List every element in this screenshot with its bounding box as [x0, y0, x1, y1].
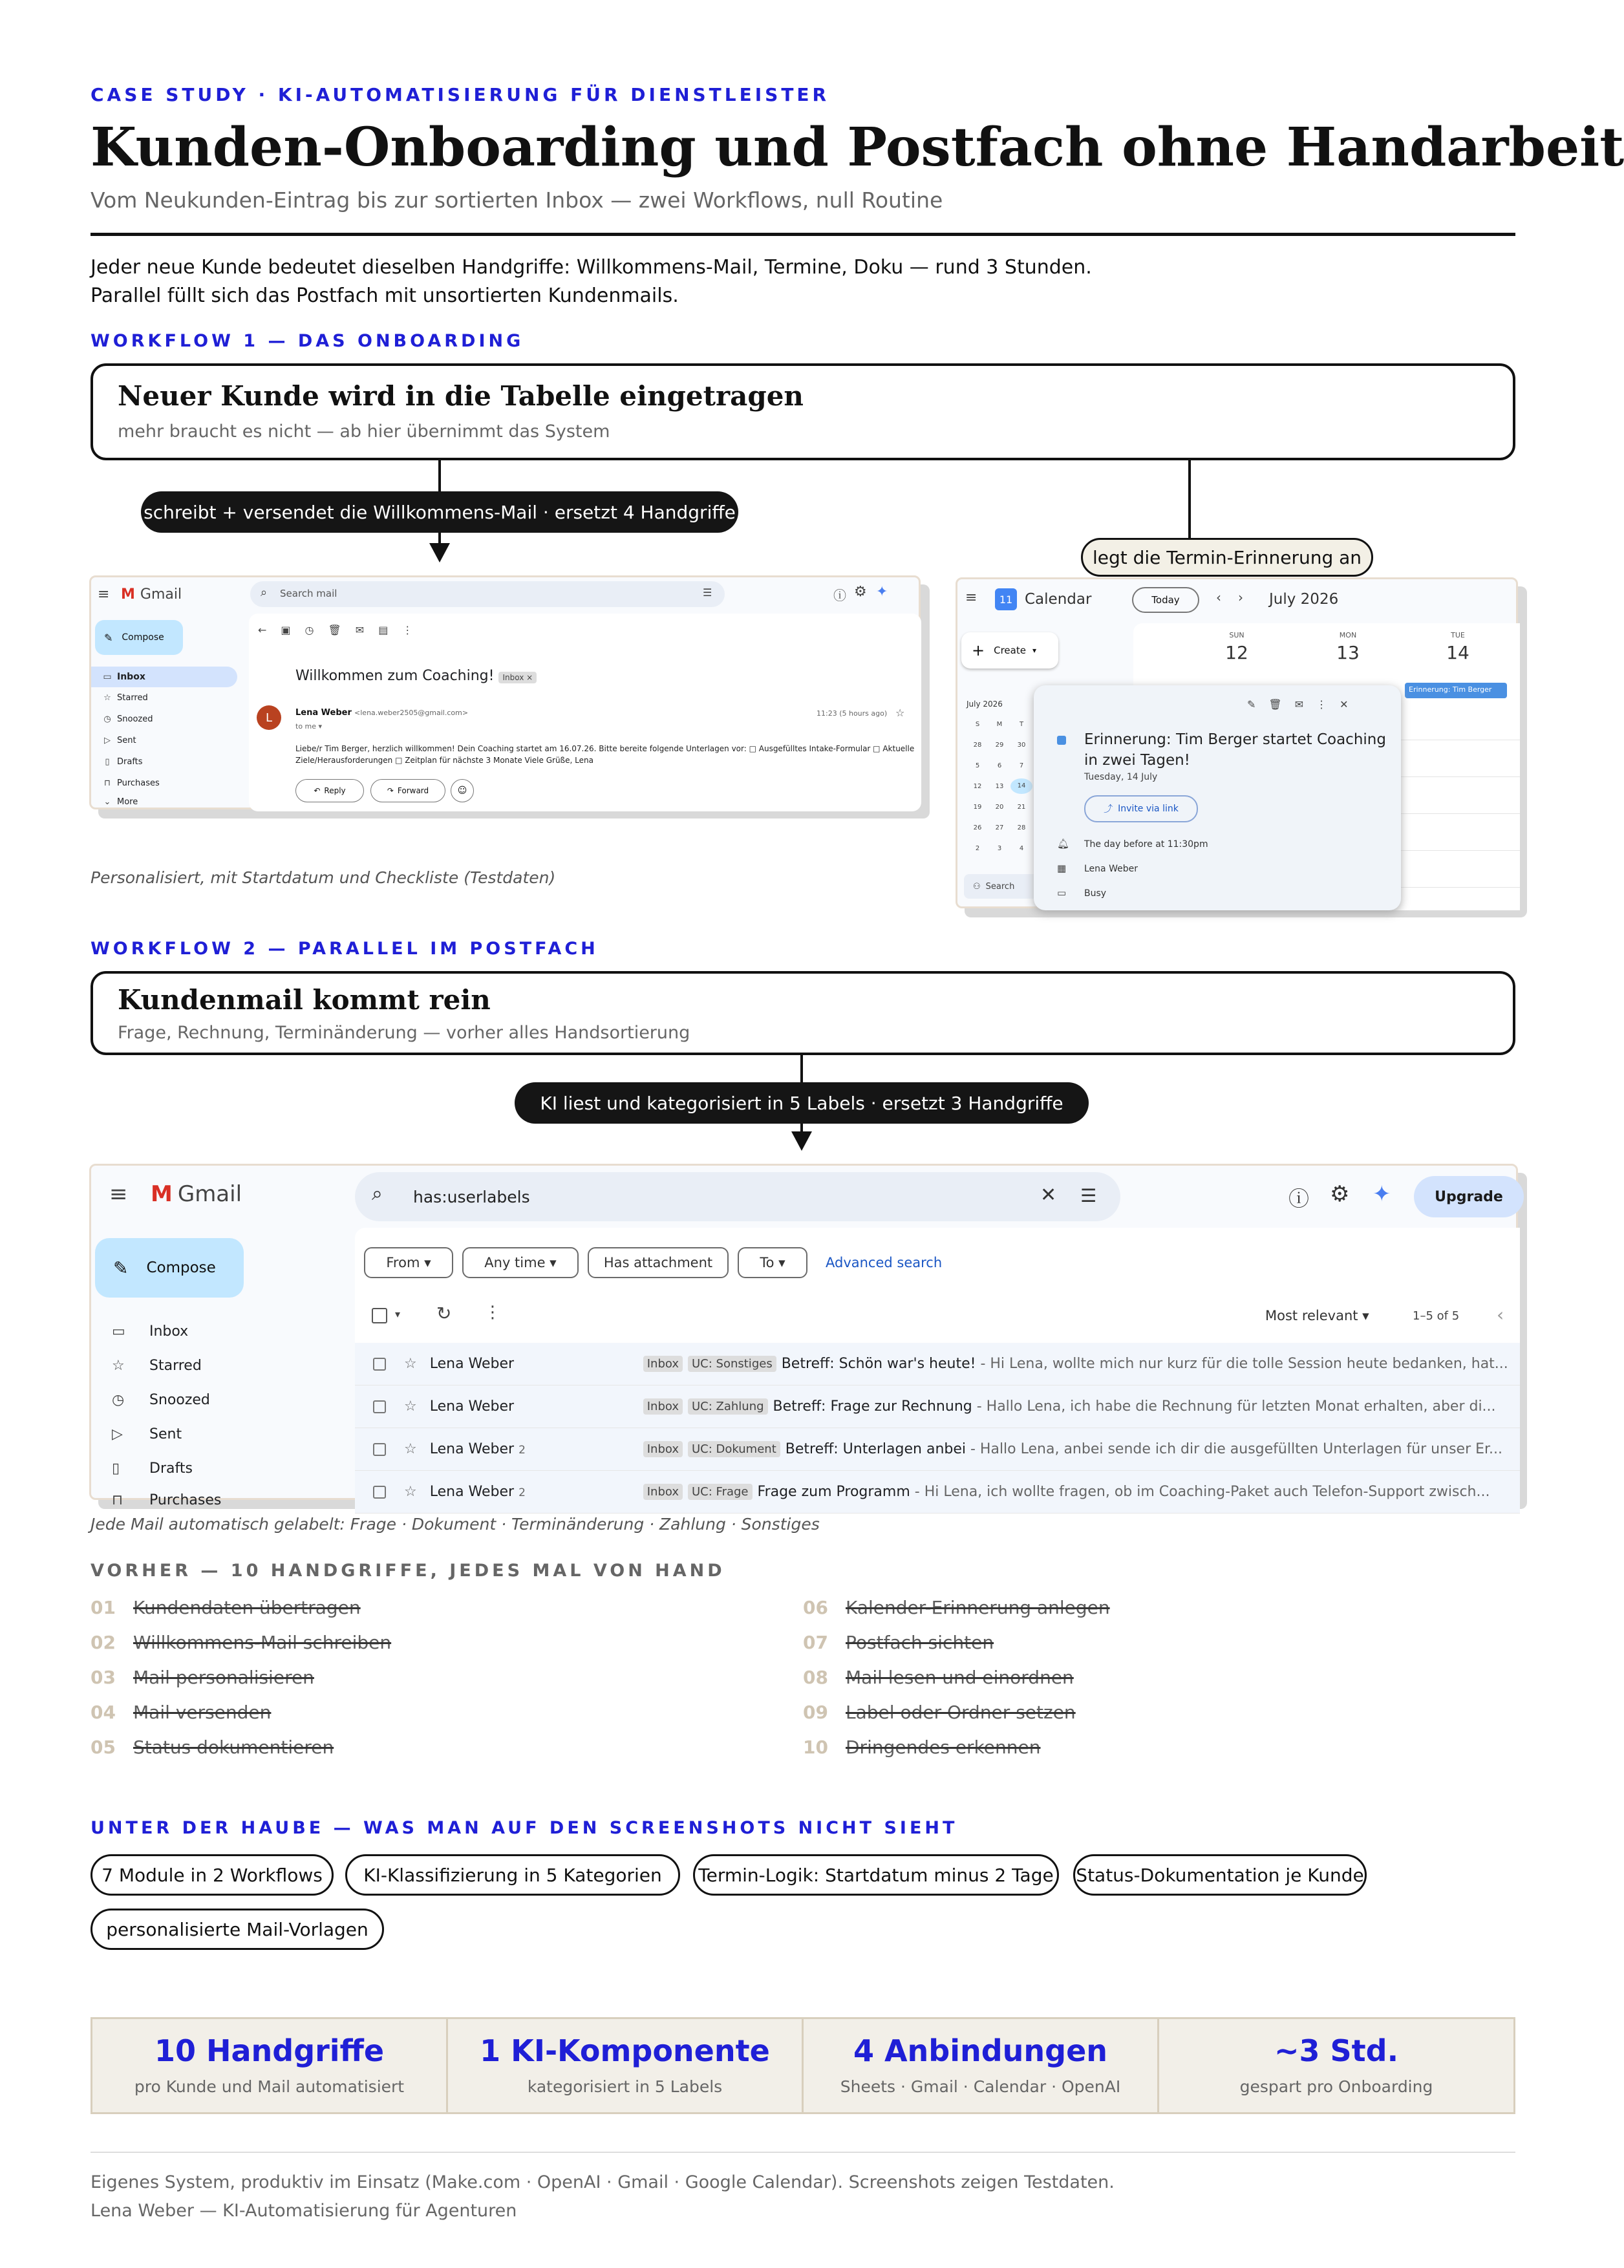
- before-step: [803, 1667, 1074, 1688]
- sidebar-label: Sent: [149, 1426, 182, 1442]
- sidebar-label: Drafts: [117, 757, 143, 767]
- hood-label: UNTER DER HAUBE — WAS MAN AUF DEN SCREENSHOTS NICHT SIEHT: [91, 1818, 958, 1838]
- calendar-app-name: Calendar: [1025, 591, 1092, 608]
- gmail-logo: [151, 1181, 242, 1207]
- hood-tag: 7 Module in 2 Workflows: [91, 1854, 334, 1896]
- step-number: 02: [91, 1632, 116, 1653]
- create-button[interactable]: [961, 632, 1058, 669]
- invite-button[interactable]: [1084, 795, 1198, 822]
- stat-anbindungen: [804, 2019, 1159, 2112]
- mail-time: 11:23 (5 hours ago): [817, 709, 888, 718]
- stat-value: 4 Anbindungen: [853, 2033, 1108, 2068]
- category-label[interactable]: UC: Sonstiges: [688, 1356, 776, 1372]
- row-sender: Lena Weber 2: [429, 1484, 526, 1500]
- day-num: 13: [1336, 642, 1360, 663]
- before-step: [91, 1632, 391, 1653]
- star-icon: ☆: [103, 693, 111, 703]
- before-step: [91, 1737, 334, 1758]
- inbox-label[interactable]: Inbox: [643, 1356, 683, 1372]
- inbox-label[interactable]: Inbox: [643, 1441, 683, 1457]
- dow: TUE: [1451, 631, 1465, 639]
- category-label[interactable]: UC: Dokument: [688, 1441, 780, 1457]
- sidebar-label: Starred: [117, 693, 148, 703]
- select-all-checkbox[interactable]: [372, 1308, 387, 1323]
- before-step: [803, 1597, 1110, 1618]
- connector-right: [1188, 460, 1191, 538]
- intro-line-1: Jeder neue Kunde bedeutet dieselben Handgriffe: Willkommens-Mail, Termine, Doku — rund 3 Stunden.: [91, 256, 1092, 279]
- upgrade-button[interactable]: Upgrade: [1414, 1176, 1524, 1217]
- workflow2-trigger-box: [91, 971, 1515, 1055]
- stat-value: 1 KI-Komponente: [480, 2033, 770, 2068]
- create-label: Create: [994, 645, 1026, 656]
- sidebar-item-starred[interactable]: [91, 1349, 350, 1383]
- bag-icon: ⊓: [112, 1492, 123, 1508]
- mail-rows: [355, 1343, 1520, 1504]
- star-icon[interactable]: ☆: [404, 1398, 417, 1415]
- sidebar-label: Purchases: [117, 778, 160, 788]
- reply-button[interactable]: [295, 779, 364, 802]
- mini-day[interactable]: 28: [1017, 824, 1026, 831]
- mini-day[interactable]: 13: [995, 782, 1004, 790]
- forward-label: Forward: [397, 786, 429, 795]
- step-text: Postfach sichten: [846, 1632, 994, 1653]
- clock-icon: ◷: [112, 1392, 125, 1408]
- sidebar: [91, 667, 241, 809]
- mini-day[interactable]: 30: [1017, 741, 1026, 749]
- sidebar-item-sent[interactable]: [91, 1417, 350, 1451]
- clear-search-icon[interactable]: ✕: [1040, 1184, 1057, 1206]
- mini-day[interactable]: 12: [973, 782, 982, 790]
- mini-dow: S: [975, 720, 980, 728]
- workflow1-label: WORKFLOW 1 — DAS ONBOARDING: [91, 331, 524, 351]
- help-icon[interactable]: ⓘ: [833, 588, 846, 603]
- event-color-icon: [1057, 736, 1066, 745]
- workflow2-box-subtitle: Frage, Rechnung, Terminänderung — vorher alles Handsortierung: [118, 1023, 690, 1043]
- compose-label: Compose: [122, 632, 164, 643]
- row-checkbox[interactable]: [373, 1486, 386, 1499]
- before-step: [91, 1702, 271, 1723]
- menu-icon[interactable]: ≡: [965, 590, 978, 606]
- briefcase-icon: ▭: [1057, 887, 1067, 899]
- hood-tag: KI-Klassifizierung in 5 Kategorien: [345, 1854, 680, 1896]
- stats-bar: [91, 2017, 1515, 2114]
- mail-pane: [249, 614, 921, 811]
- emoji-button[interactable]: [451, 779, 474, 802]
- before-label: VORHER — 10 HANDGRIFFE, JEDES MAL VON HAND: [91, 1561, 725, 1581]
- sender-line: [295, 708, 468, 718]
- mini-day[interactable]: 7: [1019, 762, 1024, 769]
- gmail-m-icon: M: [151, 1181, 173, 1207]
- mini-day[interactable]: 14: [1010, 778, 1032, 794]
- step-text: Dringendes erkennen: [846, 1737, 1041, 1758]
- mini-day[interactable]: 21: [1017, 803, 1026, 811]
- step-text: Mail versenden: [133, 1702, 272, 1723]
- title-rule: [91, 233, 1515, 236]
- mail-row[interactable]: [355, 1385, 1520, 1428]
- page-title: Kunden-Onboarding und Postfach ohne Handarbeit: [91, 116, 1624, 178]
- menu-icon[interactable]: ≡: [109, 1181, 128, 1207]
- popup-title: Erinnerung: Tim Berger startet Coaching in zwei Tagen!: [1084, 731, 1386, 769]
- dow: SUN: [1229, 631, 1245, 639]
- mail-row[interactable]: [355, 1471, 1520, 1514]
- star-icon[interactable]: ☆: [404, 1484, 417, 1500]
- calendar-logo-icon: 11: [995, 588, 1017, 610]
- step-text: Label oder Ordner setzen: [846, 1702, 1076, 1723]
- day-num: 14: [1446, 642, 1469, 663]
- footer-line-2: Lena Weber — KI-Automatisierung für Agenturen: [91, 2201, 517, 2221]
- avatar: L: [257, 705, 281, 730]
- sidebar-label: Purchases: [149, 1492, 222, 1508]
- footer-line-1: Eigenes System, produktiv im Einsatz (Make.com · OpenAI · Gmail · Google Calendar). Screenshots zeigen Testdaten.: [91, 2172, 1115, 2192]
- gmail-brand: Gmail: [140, 586, 182, 603]
- sidebar-item-drafts[interactable]: [91, 1451, 350, 1486]
- prev-icon[interactable]: ‹: [1216, 590, 1221, 605]
- mini-day[interactable]: 6: [997, 762, 1002, 769]
- reply-icon: ↶: [314, 786, 321, 795]
- mail-body: Liebe/r Tim Berger, herzlich willkommen! Dein Coaching startet am 16.07.26. Bitte bereite folgende Unterlagen vor: □ Ausgefülltes Intake-Formular □ Aktuelle Ziele/Herausforderungen □ Zeitplan für nächste 3 Monate Viele Grüße, Lena: [295, 744, 915, 765]
- row-subject: Betreff: Frage zur Rechnung - Hallo Lena, ich habe die Rechnung für letzten Monat erhalten, aber di...: [773, 1398, 1496, 1415]
- step-text: Kalender-Erinnerung anlegen: [846, 1597, 1110, 1618]
- draft-icon: ▯: [112, 1460, 120, 1477]
- step-number: 06: [803, 1597, 828, 1618]
- sidebar-label: More: [117, 797, 138, 807]
- day-header-mon[interactable]: [1322, 631, 1374, 663]
- stat-ki: [448, 2019, 804, 2112]
- clock-icon: ◷: [103, 714, 111, 724]
- star-icon[interactable]: ☆: [404, 1356, 417, 1372]
- people-icon: ⚇: [973, 881, 981, 892]
- mini-day[interactable]: 20: [995, 803, 1004, 811]
- sender-name: Lena Weber: [295, 708, 352, 718]
- row-subject: Betreff: Unterlagen anbei - Hallo Lena, anbei sende ich dir die ausgefüllten Unterlagen für unser Er...: [785, 1441, 1503, 1457]
- stat-handgriffe: [92, 2019, 448, 2112]
- reply-label: Reply: [324, 786, 346, 795]
- filter-any-time[interactable]: Any time ▾: [462, 1247, 579, 1278]
- step-text: Mail lesen und einordnen: [846, 1667, 1074, 1688]
- refresh-icon[interactable]: ↻: [436, 1303, 452, 1324]
- sidebar-item-more[interactable]: [91, 794, 241, 809]
- arrow-left: [429, 543, 450, 562]
- workflow1-caption: Personalisiert, mit Startdatum und Checkliste (Testdaten): [91, 868, 556, 887]
- month-label: July 2026: [1269, 591, 1339, 608]
- sidebar: [91, 1314, 350, 1512]
- sidebar-item-starred[interactable]: [91, 687, 241, 709]
- mini-day[interactable]: 27: [995, 824, 1004, 831]
- star-icon: ☆: [112, 1358, 125, 1374]
- gear-icon[interactable]: ⚙: [854, 584, 867, 600]
- popup-reminder: The day before at 11:30pm: [1084, 839, 1208, 850]
- compose-button[interactable]: [95, 620, 183, 655]
- mini-calendar-grid: [967, 714, 1038, 859]
- row-subject: Betreff: Schön war's heute! - Hi Lena, wollte mich nur kurz für die tolle Session heute bedanken, hat...: [781, 1356, 1508, 1372]
- inbox-label[interactable]: Inbox: [643, 1484, 683, 1500]
- workflow1-trigger-box: [91, 363, 1515, 460]
- category-label[interactable]: UC: Zahlung: [688, 1398, 768, 1415]
- star-icon[interactable]: ☆: [404, 1441, 417, 1457]
- today-button[interactable]: Today: [1132, 587, 1199, 613]
- inbox-icon: ▭: [112, 1323, 125, 1340]
- pencil-icon: ✎: [104, 631, 113, 644]
- calendar-icon: ▦: [1057, 862, 1067, 874]
- sidebar-item-purchases[interactable]: [91, 773, 241, 794]
- send-icon: ▷: [104, 736, 111, 745]
- row-checkbox[interactable]: [373, 1358, 386, 1371]
- mini-day[interactable]: 2: [975, 844, 980, 852]
- stat-caption: kategorisiert in 5 Labels: [527, 2077, 723, 2096]
- sidebar-label: Snoozed: [149, 1392, 210, 1408]
- inbox-label[interactable]: Inbox: [643, 1398, 683, 1415]
- search-bar[interactable]: [355, 1172, 1120, 1221]
- sidebar-item-purchases[interactable]: [91, 1486, 350, 1512]
- stat-value: 10 Handgriffe: [154, 2033, 385, 2068]
- inbox-icon: ▭: [103, 672, 112, 682]
- mail-icon[interactable]: ✉: [1294, 698, 1304, 711]
- popup-status: Busy: [1084, 888, 1107, 899]
- workflow2-box-title: Kundenmail kommt rein: [118, 984, 491, 1016]
- filter-has-attachment[interactable]: Has attachment: [588, 1247, 729, 1278]
- row-checkbox[interactable]: [373, 1443, 386, 1456]
- mail-subject-text: Willkommen zum Coaching!: [295, 668, 495, 684]
- step-number: 08: [803, 1667, 828, 1688]
- stat-caption: Sheets · Gmail · Calendar · OpenAI: [840, 2077, 1121, 2096]
- popup-owner: Lena Weber: [1084, 864, 1138, 874]
- grid-lines: [1392, 703, 1520, 910]
- prev-page-icon[interactable]: ‹: [1497, 1304, 1504, 1325]
- day-header-tue[interactable]: [1432, 631, 1484, 663]
- mini-day[interactable]: 5: [975, 762, 980, 769]
- sort-dropdown[interactable]: Most relevant ▾: [1265, 1308, 1369, 1323]
- gmail-m-icon: M: [121, 586, 135, 603]
- mail-subject: [295, 668, 542, 684]
- sidebar-item-snoozed[interactable]: [91, 709, 241, 730]
- sidebar-label: Snoozed: [117, 714, 153, 724]
- smile-icon: ☺: [457, 786, 467, 796]
- popup-date: Tuesday, 14 July: [1084, 772, 1158, 782]
- share-icon: ⤴: [1104, 804, 1113, 815]
- step-text: Willkommens-Mail schreiben: [133, 1632, 392, 1653]
- more-icon[interactable]: ⋮: [484, 1303, 501, 1322]
- popup-toolbar: [1247, 698, 1349, 711]
- before-step: [803, 1702, 1076, 1723]
- edit-icon[interactable]: ✎: [1247, 698, 1256, 711]
- event-chip[interactable]: Erinnerung: Tim Berger: [1405, 683, 1507, 698]
- mini-day[interactable]: 28: [973, 741, 982, 749]
- step-text: Status dokumentieren: [133, 1737, 334, 1758]
- gmail-logo: [121, 586, 182, 603]
- invite-label: Invite via link: [1118, 804, 1179, 814]
- sidebar-label: Inbox: [117, 672, 145, 682]
- search-input[interactable]: Search mail: [280, 588, 337, 599]
- workflow1-box-subtitle: mehr braucht es nicht — ab hier übernimmt das System: [118, 422, 610, 442]
- pill-welcome-mail: schreibt + versendet die Willkommens-Mail · ersetzt 4 Handgriffe: [141, 491, 738, 533]
- filter-icon[interactable]: ☰: [703, 586, 712, 599]
- mini-day[interactable]: 29: [995, 741, 1004, 749]
- dow: MON: [1339, 631, 1357, 639]
- gemini-icon[interactable]: ✦: [1373, 1181, 1391, 1207]
- to-line[interactable]: to me ▾: [295, 722, 323, 731]
- mail-list-pane: [355, 1228, 1520, 1502]
- kicker: CASE STUDY · KI-AUTOMATISIERUNG FÜR DIENSTLEISTER: [91, 84, 830, 105]
- bag-icon: ⊓: [103, 778, 111, 788]
- workflow2-label: WORKFLOW 2 — PARALLEL IM POSTFACH: [91, 939, 599, 959]
- stat-caption: gespart pro Onboarding: [1239, 2077, 1433, 2096]
- plus-icon: +: [972, 641, 985, 659]
- bell-icon: 🔔︎: [1057, 838, 1070, 850]
- mini-day[interactable]: 26: [973, 824, 982, 831]
- gmail-welcome-screenshot: [89, 575, 921, 809]
- menu-icon[interactable]: ≡: [98, 586, 110, 603]
- gmail-labels-screenshot: [89, 1164, 1518, 1508]
- row-sender: Lena Weber 2: [429, 1441, 526, 1457]
- compose-label: Compose: [146, 1259, 216, 1276]
- sender-email: <lena.weber2505@gmail.com>: [354, 709, 469, 717]
- gmail-brand: Gmail: [177, 1181, 242, 1207]
- day-num: 12: [1225, 642, 1248, 663]
- arrow-center: [791, 1131, 812, 1151]
- close-icon[interactable]: ✕: [1340, 698, 1349, 711]
- send-icon: ▷: [112, 1426, 123, 1442]
- pencil-icon: ✎: [113, 1257, 129, 1279]
- calendar-screenshot: [956, 577, 1518, 908]
- sidebar-item-sent[interactable]: [91, 730, 241, 751]
- step-number: 04: [91, 1702, 116, 1723]
- search-icon: ⌕: [261, 586, 268, 599]
- hood-tag: Status-Dokumentation je Kunde: [1073, 1854, 1367, 1896]
- filter-from[interactable]: From ▾: [364, 1247, 453, 1278]
- page-subtitle: Vom Neukunden-Eintrag bis zur sortierten Inbox — zwei Workflows, null Routine: [91, 187, 943, 213]
- intro-line-2: Parallel füllt sich das Postfach mit unsortierten Kundenmails.: [91, 284, 679, 307]
- sidebar-label: Starred: [149, 1358, 202, 1374]
- step-number: 01: [91, 1597, 116, 1618]
- mail-toolbar: ←▣◷🗑✉▤⋮: [258, 624, 427, 636]
- category-label[interactable]: UC: Frage: [688, 1484, 753, 1500]
- sidebar-label: Drafts: [149, 1460, 193, 1477]
- sidebar-item-inbox[interactable]: [91, 1314, 350, 1349]
- step-number: 07: [803, 1632, 828, 1653]
- next-icon[interactable]: ›: [1238, 590, 1243, 605]
- mini-dow: T: [1019, 720, 1024, 728]
- hood-tag: Termin-Logik: Startdatum minus 2 Tage: [693, 1854, 1059, 1896]
- gemini-icon[interactable]: ✦: [876, 584, 888, 600]
- advanced-search-link[interactable]: Advanced search: [826, 1255, 943, 1270]
- sidebar-item-snoozed[interactable]: [91, 1383, 350, 1417]
- row-sender: Lena Weber: [429, 1356, 515, 1372]
- row-sender: Lena Weber: [429, 1398, 515, 1415]
- chevron-down-icon[interactable]: ▾: [395, 1308, 401, 1320]
- event-popup: [1034, 685, 1401, 910]
- day-header-sun[interactable]: [1211, 631, 1263, 663]
- search-icon: ⌕: [372, 1182, 383, 1205]
- hood-tag: personalisierte Mail-Vorlagen: [91, 1909, 384, 1950]
- chevron-down-icon: ▾: [1032, 646, 1036, 655]
- draft-icon: ▯: [105, 757, 110, 767]
- row-subject: Frage zum Programm - Hi Lena, ich wollte fragen, ob im Coaching-Paket auch Telefon-Support zwisch...: [757, 1484, 1490, 1500]
- before-step: [91, 1667, 314, 1688]
- footer-rule: [91, 2152, 1515, 2153]
- step-number: 03: [91, 1667, 116, 1688]
- search-people-label: Search: [985, 881, 1015, 892]
- inbox-tag[interactable]: Inbox ×: [498, 672, 537, 683]
- help-icon[interactable]: ⓘ: [1288, 1186, 1310, 1211]
- search-bar[interactable]: [250, 581, 725, 607]
- filter-icon[interactable]: ☰: [1080, 1185, 1097, 1206]
- workflow1-box-title: Neuer Kunde wird in die Tabelle eingetragen: [118, 380, 804, 412]
- sidebar-label: Inbox: [149, 1323, 189, 1340]
- mini-calendar: [967, 700, 1038, 859]
- step-number: 09: [803, 1702, 828, 1723]
- forward-icon: ↷: [387, 786, 394, 795]
- mail-row[interactable]: [355, 1343, 1520, 1385]
- mini-dow: M: [996, 720, 1003, 728]
- sidebar-item-inbox[interactable]: [91, 667, 237, 687]
- step-number: 10: [803, 1737, 828, 1758]
- result-count: 1–5 of 5: [1413, 1309, 1460, 1323]
- chevron-down-icon: ⌄: [103, 797, 111, 807]
- compose-button[interactable]: [95, 1238, 244, 1298]
- filter-to[interactable]: To ▾: [738, 1247, 807, 1278]
- stat-zeit: [1159, 2019, 1513, 2112]
- before-step: [91, 1597, 361, 1618]
- stat-value: ~3 Std.: [1274, 2033, 1399, 2068]
- before-step: [803, 1632, 994, 1653]
- mail-row[interactable]: [355, 1428, 1520, 1471]
- mini-calendar-title: July 2026: [967, 700, 1003, 709]
- stat-caption: pro Kunde und Mail automatisiert: [134, 2077, 405, 2096]
- mini-day[interactable]: 19: [973, 803, 982, 811]
- before-step: [803, 1737, 1040, 1758]
- step-text: Kundendaten übertragen: [133, 1597, 361, 1618]
- search-input[interactable]: has:userlabels: [413, 1188, 530, 1206]
- mini-day[interactable]: 3: [997, 844, 1002, 852]
- gear-icon[interactable]: ⚙: [1330, 1181, 1350, 1207]
- workflow2-caption: Jede Mail automatisch gelabelt: Frage · Dokument · Terminänderung · Zahlung · Sonstiges: [91, 1515, 820, 1534]
- row-checkbox[interactable]: [373, 1400, 386, 1413]
- step-number: 05: [91, 1737, 116, 1758]
- pill-reminder: legt die Termin-Erinnerung an: [1081, 538, 1373, 577]
- mini-day[interactable]: 4: [1019, 844, 1024, 852]
- trash-icon[interactable]: 🗑: [1268, 698, 1282, 711]
- forward-button[interactable]: [370, 779, 445, 802]
- sidebar-label: Sent: [117, 736, 136, 745]
- more-icon[interactable]: ⋮: [1316, 698, 1327, 711]
- pill-classify: KI liest und kategorisiert in 5 Labels · ersetzt 3 Handgriffe: [515, 1082, 1089, 1124]
- sidebar-item-drafts[interactable]: [91, 751, 241, 773]
- step-text: Mail personalisieren: [133, 1667, 314, 1688]
- star-icon[interactable]: ☆: [895, 707, 905, 719]
